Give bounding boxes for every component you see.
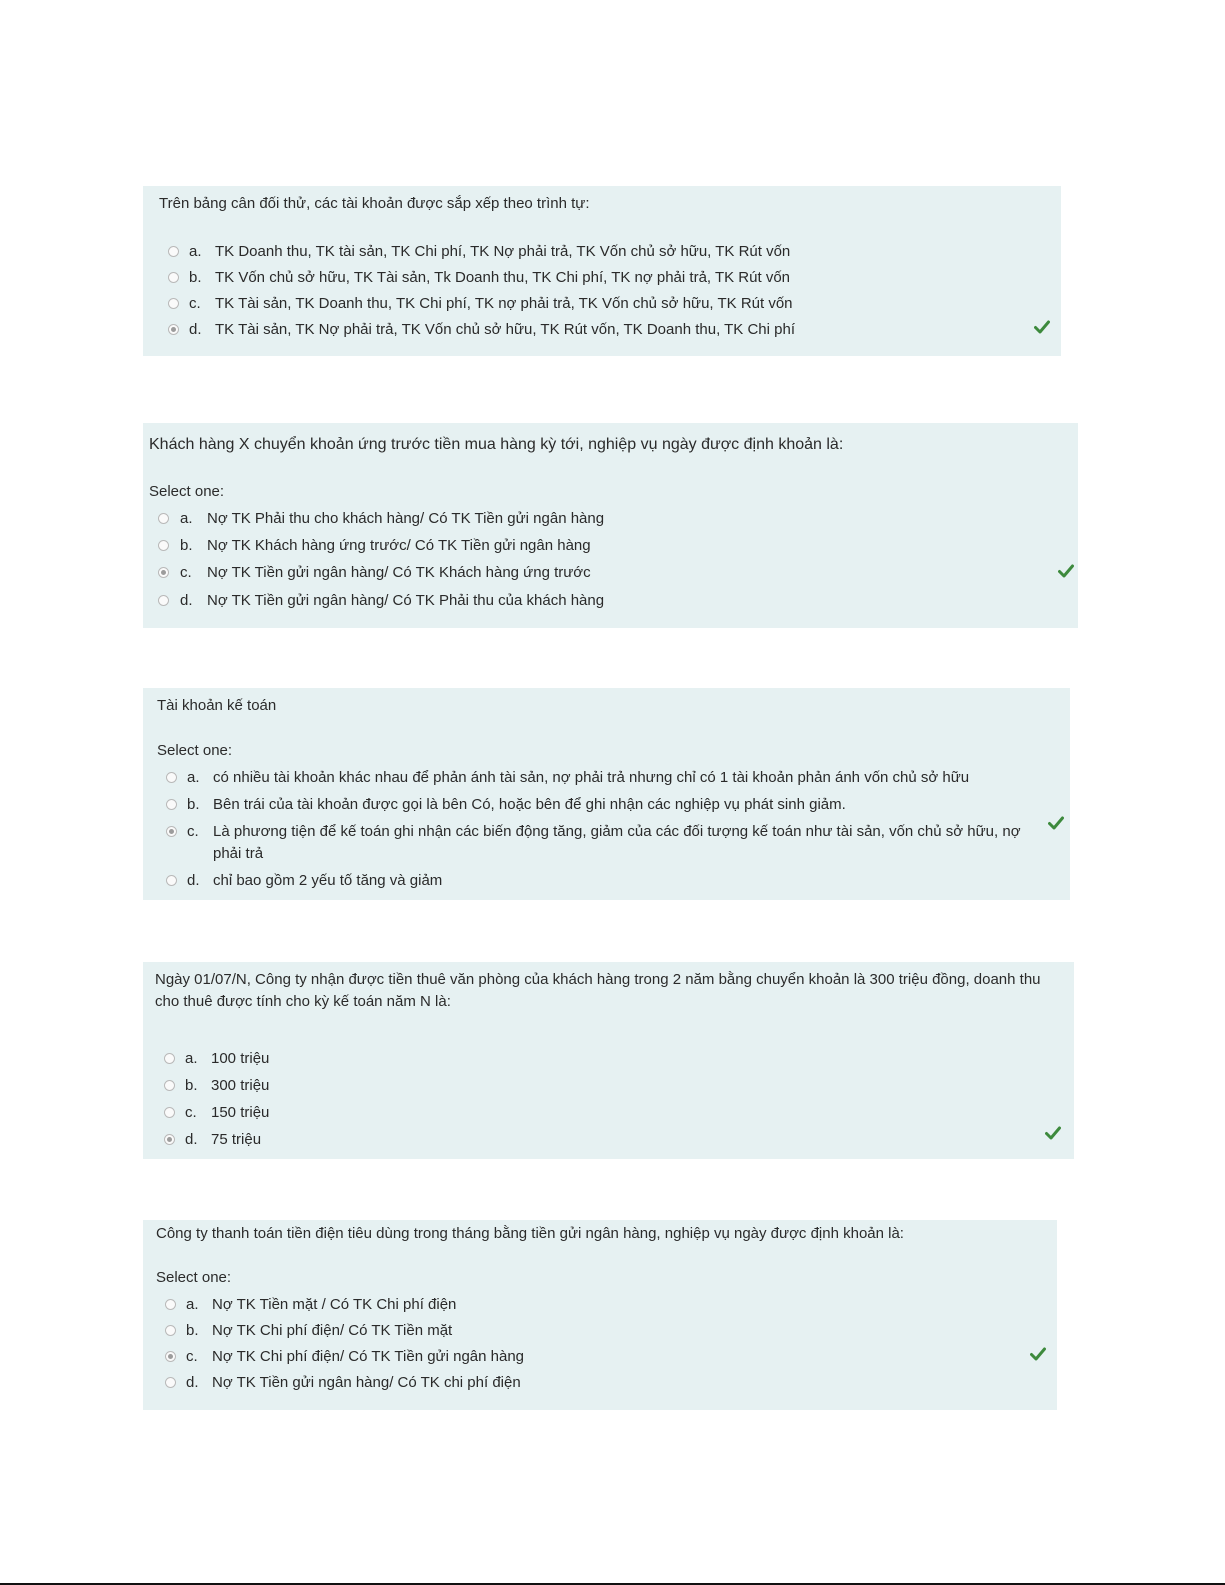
correct-check-icon	[1058, 564, 1074, 578]
option-letter: b.	[180, 537, 193, 554]
option-letter: a.	[180, 510, 193, 527]
option-letter: a.	[189, 243, 202, 260]
question-card-5	[143, 1220, 1057, 1410]
option-letter: a.	[185, 1050, 198, 1067]
option-letter: b.	[189, 269, 202, 286]
correct-check-icon	[1045, 1126, 1061, 1140]
radio-d[interactable]	[158, 595, 169, 606]
question-text: Công ty thanh toán tiền điện tiêu dùng trong tháng bằng tiền gửi ngân hàng, nghiệp vụ ngày được định khoản là:	[156, 1225, 904, 1242]
option-letter: a.	[187, 769, 200, 786]
radio-a[interactable]	[158, 513, 169, 524]
option-text: Nợ TK Tiền gửi ngân hàng/ Có TK Khách hàng ứng trước	[207, 564, 591, 581]
option-text: 100 triệu	[211, 1050, 270, 1067]
option-text: Bên trái của tài khoản được gọi là bên Có, hoặc bên để ghi nhận các nghiệp vụ phát sinh giảm.	[213, 796, 846, 813]
question-card-3	[143, 688, 1070, 900]
select-one-label: Select one:	[157, 742, 233, 759]
option-letter: b.	[187, 796, 200, 813]
option-text: Nợ TK Chi phí điện/ Có TK Tiền gửi ngân hàng	[212, 1348, 525, 1365]
option-text: TK Tài sản, TK Doanh thu, TK Chi phí, TK nợ phải trả, TK Vốn chủ sở hữu, TK Rút vốn	[215, 295, 793, 312]
question-text: Tài khoản kế toán	[157, 697, 277, 714]
radio-c[interactable]	[164, 1107, 175, 1118]
radio-b[interactable]	[165, 1325, 176, 1336]
option-letter: c.	[186, 1348, 198, 1365]
radio-b[interactable]	[164, 1080, 175, 1091]
option-text: Nợ TK Chi phí điện/ Có TK Tiền mặt	[212, 1322, 453, 1339]
correct-check-icon	[1034, 320, 1050, 334]
option-text: TK Doanh thu, TK tài sản, TK Chi phí, TK Nợ phải trả, TK Vốn chủ sở hữu, TK Rút vốn	[215, 243, 791, 260]
question-card-1	[143, 186, 1061, 356]
radio-c-selected[interactable]	[158, 567, 169, 578]
option-letter: d.	[187, 872, 200, 889]
question-card-2	[143, 423, 1078, 628]
option-letter: d.	[180, 592, 193, 609]
option-text: có nhiều tài khoản khác nhau để phản ánh tài sản, nợ phải trả nhưng chỉ có 1 tài khoản phản ánh vốn chủ sở hữu	[213, 769, 970, 786]
question-text: Trên bảng cân đối thử, các tài khoản được sắp xếp theo trình tự:	[159, 195, 590, 212]
radio-b[interactable]	[168, 272, 179, 283]
correct-check-icon	[1030, 1347, 1046, 1361]
radio-a[interactable]	[165, 1299, 176, 1310]
radio-d-selected[interactable]	[168, 324, 179, 335]
option-letter: d.	[185, 1131, 198, 1148]
radio-c-selected[interactable]	[165, 1351, 176, 1362]
option-text: Là phương tiện để kế toán ghi nhận các biến động tăng, giảm của các đối tượng kế toán như tài sản, vốn chủ sở hữu, nợ phải trả	[213, 823, 1021, 862]
option-letter: b.	[185, 1077, 198, 1094]
option-text: 300 triệu	[211, 1077, 270, 1094]
question-text: Ngày 01/07/N, Công ty nhận được tiền thuê văn phòng của khách hàng trong 2 năm bằng chuyển khoản là 300 triệu đồng, doanh thu cho thuê được tính cho kỳ kế toán năm N là:	[155, 971, 1041, 1010]
option-text: Nợ TK Tiền gửi ngân hàng/ Có TK chi phí điện	[212, 1374, 521, 1391]
select-one-label: Select one:	[156, 1269, 232, 1286]
option-text: 75 triệu	[211, 1131, 262, 1148]
option-text: chỉ bao gồm 2 yếu tố tăng và giảm	[213, 872, 443, 889]
radio-a[interactable]	[166, 772, 177, 783]
option-letter: c.	[187, 823, 199, 840]
option-letter: a.	[186, 1296, 199, 1313]
option-letter: c.	[189, 295, 201, 312]
option-text: TK Vốn chủ sở hữu, TK Tài sản, Tk Doanh thu, TK Chi phí, TK nợ phải trả, TK Rút vốn	[215, 269, 791, 286]
radio-a[interactable]	[168, 246, 179, 257]
radio-d-selected[interactable]	[164, 1134, 175, 1145]
question-card-4	[143, 962, 1074, 1159]
option-text: Nợ TK Tiền mặt / Có TK Chi phí điện	[212, 1296, 457, 1313]
question-text: Khách hàng X chuyển khoản ứng trước tiền mua hàng kỳ tới, nghiệp vụ ngày được định khoản là:	[149, 436, 844, 453]
option-text: Nợ TK Phải thu cho khách hàng/ Có TK Tiền gửi ngân hàng	[207, 510, 605, 527]
correct-check-icon	[1048, 816, 1064, 830]
option-text: TK Tài sản, TK Nợ phải trả, TK Vốn chủ sở hữu, TK Rút vốn, TK Doanh thu, TK Chi phí	[215, 321, 795, 338]
option-text: Nợ TK Khách hàng ứng trước/ Có TK Tiền gửi ngân hàng	[207, 537, 591, 554]
radio-b[interactable]	[158, 540, 169, 551]
radio-c-selected[interactable]	[166, 826, 177, 837]
radio-c[interactable]	[168, 298, 179, 309]
option-letter: d.	[189, 321, 202, 338]
option-text: Nợ TK Tiền gửi ngân hàng/ Có TK Phải thu của khách hàng	[207, 592, 605, 609]
option-letter: c.	[185, 1104, 197, 1121]
option-letter: b.	[186, 1322, 199, 1339]
radio-d[interactable]	[166, 875, 177, 886]
option-text: 150 triệu	[211, 1104, 270, 1121]
radio-d[interactable]	[165, 1377, 176, 1388]
option-letter: c.	[180, 564, 192, 581]
radio-a[interactable]	[164, 1053, 175, 1064]
select-one-label: Select one:	[149, 483, 225, 500]
option-letter: d.	[186, 1374, 199, 1391]
radio-b[interactable]	[166, 799, 177, 810]
